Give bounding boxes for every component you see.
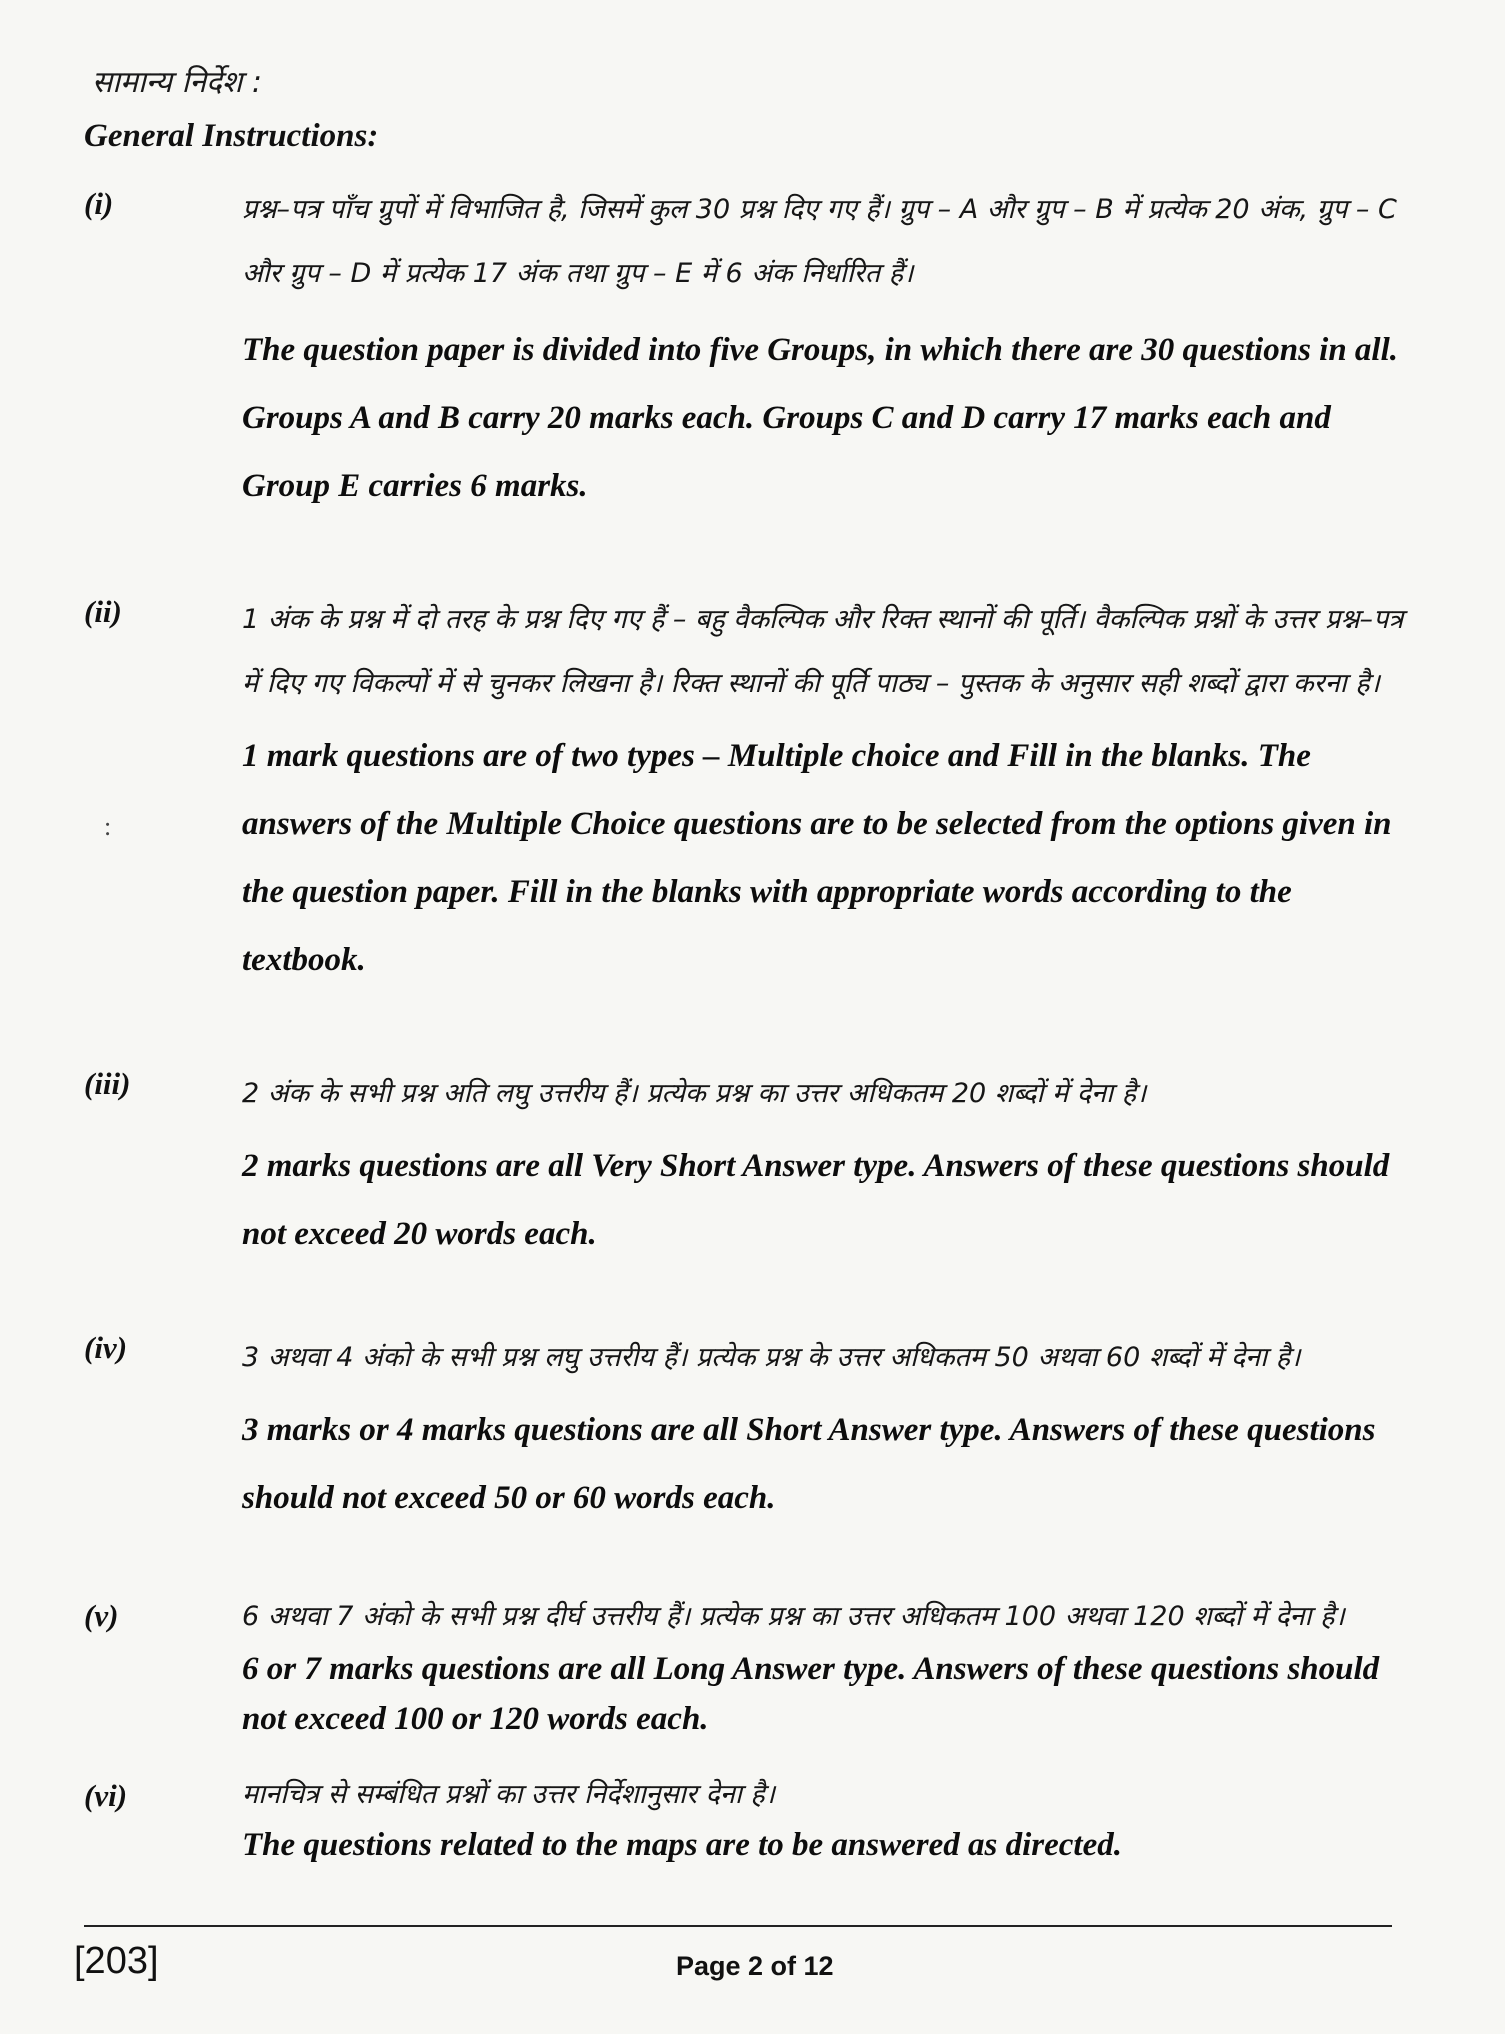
heading-english: General Instructions: [84, 118, 379, 154]
instruction-item [242, 1592, 1412, 1744]
instruction-english: The question paper is divided into five Groups, in which there are 30 questions in all. Groups A and B carry 20 marks each. Groups C and D carry 17 marks each and Group E carries 6 marks. [242, 332, 1399, 504]
item-number: (iii) [84, 1066, 131, 1101]
item-number: (ii) [84, 594, 122, 629]
instruction-item [242, 1770, 1412, 1870]
item-number: (v) [84, 1598, 119, 1633]
heading-hindi: सामान्य निर्देश : [92, 65, 262, 100]
instruction-english: 6 or 7 marks questions are all Long Answer type. Answers of these questions should not exceed 100 or 120 words each. [242, 1651, 1380, 1737]
item-number: (vi) [84, 1778, 128, 1813]
instruction-hindi: 2 अंक के सभी प्रश्न अति लघु उत्तरीय हैं। प्रत्येक प्रश्न का उत्तर अधिकतम 20 शब्दों में देना है। [242, 1078, 1147, 1109]
instruction-english: 1 mark questions are of two types – Multiple choice and Fill in the blanks. The answers of the Multiple Choice questions are to be selected from the options given in the question paper. Fill in the blanks with appropriate words according to the textbook. [242, 738, 1392, 978]
paper-code: [203] [74, 1940, 159, 1982]
instruction-hindi: 1 अंक के प्रश्न में दो तरह के प्रश्न दिए गए हैं – बहु वैकल्पिक और रिक्त स्थानों की पूर्ति। वैकल्पिक प्रश्नों के उत्तर प्रश्न–पत्र में दिए गए विकल्पों में से चुनकर लिखना है। रिक्त स्थानों की पूर्ति पाठ्य – पुस्तक के अनुसार सही शब्दों द्वारा करना है। [242, 604, 1404, 699]
instruction-hindi: 3 अथवा 4 अंको के सभी प्रश्न लघु उत्तरीय हैं। प्रत्येक प्रश्न के उत्तर अधिकतम 50 अथवा 60 शब्दों में देना है। [242, 1342, 1301, 1373]
instruction-item [242, 588, 1412, 994]
instruction-english: 3 marks or 4 marks questions are all Short Answer type. Answers of these questions should not exceed 50 or 60 words each. [242, 1412, 1376, 1516]
instruction-hindi: मानचित्र से सम्बंधित प्रश्नों का उत्तर निर्देशानुसार देना है। [242, 1779, 776, 1810]
item-number: (i) [84, 186, 114, 221]
instruction-hindi: 6 अथवा 7 अंको के सभी प्रश्न दीर्घ उत्तरीय हैं। प्रत्येक प्रश्न का उत्तर अधिकतम 100 अथवा 120 शब्दों में देना है। [242, 1601, 1345, 1632]
instruction-item [242, 1062, 1412, 1268]
item-number: (iv) [84, 1330, 128, 1365]
instruction-english: The questions related to the maps are to be answered as directed. [242, 1827, 1122, 1863]
instruction-item [242, 178, 1412, 520]
page-number: Page 2 of 12 [676, 1951, 834, 1981]
instruction-item [242, 1326, 1412, 1532]
instruction-english: 2 marks questions are all Very Short Answer type. Answers of these questions should not exceed 20 words each. [242, 1148, 1390, 1252]
footer-divider [84, 1925, 1392, 1927]
margin-mark: : [104, 812, 112, 841]
instruction-hindi: प्रश्न–पत्र पाँच ग्रुपों में विभाजित है, जिसमें कुल 30 प्रश्न दिए गए हैं। ग्रुप – A और ग्रुप – B में प्रत्येक 20 अंक, ग्रुप – C और ग्रुप – D में प्रत्येक 17 अंक तथा ग्रुप – E में 6 अंक निर्धारित हैं। [242, 194, 1397, 289]
